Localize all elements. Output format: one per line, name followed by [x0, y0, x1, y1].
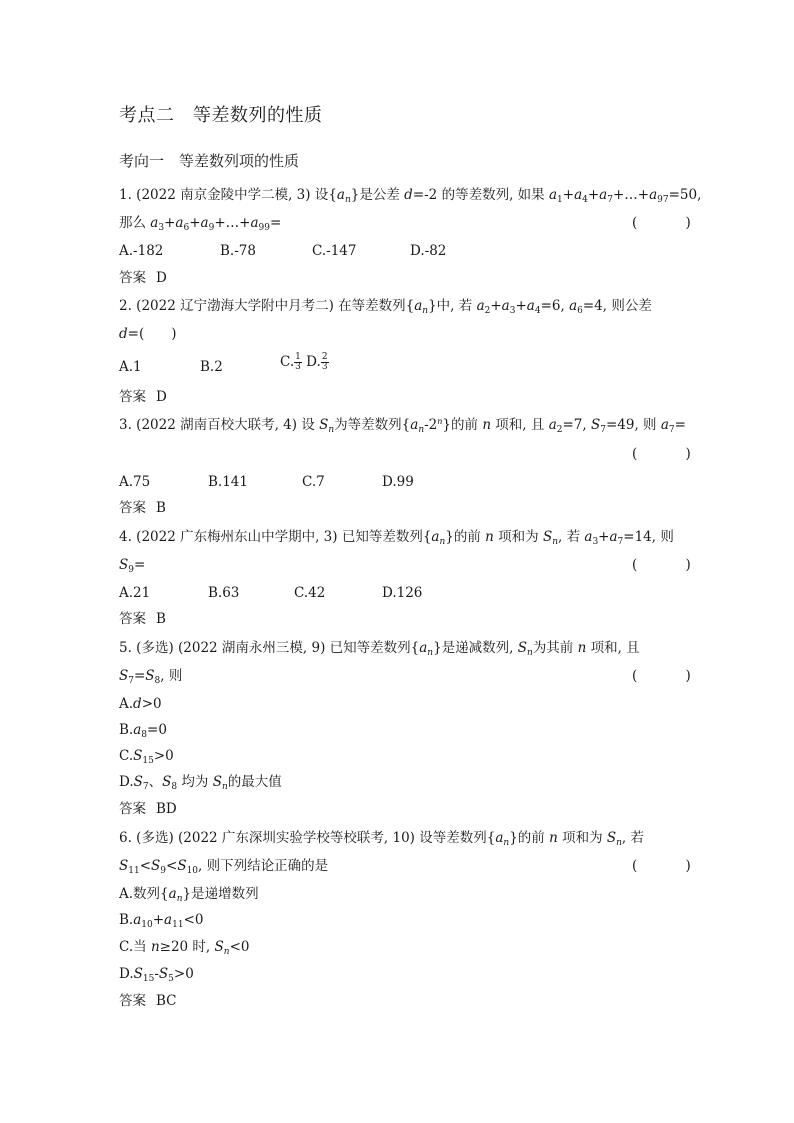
- q5-stem-line1: 5. (多选) (2022 湖南永州三模, 9) 已知等差数列$\{a_n\}$是递减数列, $S_n$为其前 n 项和, 且: [119, 640, 640, 658]
- q2-fraction-d: $\frac{2}{3}$: [321, 352, 328, 372]
- q1-option-d: D.-82: [410, 243, 447, 259]
- q1-option-a: A.-182: [119, 243, 164, 259]
- q3-stem-line1: 3. (2022 湖南百校大联考, 4) 设 $S_n$为等差数列$\{a_n-2^n\}$的前 n 项和, 且 $a_2=7$, $S_7=49$, 则 $a_7=$: [119, 417, 686, 435]
- q6-option-d: $D.S_{15}-S_5>0$: [119, 966, 194, 984]
- q1-answer: 答案 D: [119, 270, 167, 286]
- q6-answer-blank: ( ): [632, 858, 713, 874]
- q5-stem-line2: $S_7=S_8$, 则: [119, 668, 183, 686]
- q4-stem-line1: 4. (2022 广东梅州东山中学期中, 3) 已知等差数列$\{a_n\}$的前 n 项和为 $S_n$, 若 $a_3+a_7=14$, 则: [119, 529, 674, 547]
- q2-option-b: B.2: [200, 359, 223, 375]
- q2-stem-line1: 2. (2022 辽宁渤海大学附中月考二) 在等差数列$\{a_n\}$中, 若 $a_2+a_3+a_4=6$, $a_6=4$, 则公差: [119, 298, 652, 316]
- q4-answer-blank: ( ): [632, 557, 713, 573]
- q5-option-c: $C.S_{15}>0$: [119, 748, 174, 766]
- q1-option-c: C.-147: [312, 243, 357, 259]
- q6-stem-line2: $S_{11}<S_9<S_{10}$, 则下列结论正确的是: [119, 858, 329, 876]
- q2-option-c: C. $\frac{1}{3}$ D. $\frac{2}{3}$: [280, 352, 328, 372]
- q3-answer-blank: ( ): [632, 446, 713, 462]
- q1-stem-line2: 那么 $a_3+a_6+a_9+\dots+a_{99}=$: [119, 215, 282, 233]
- q5-option-a: A.d>0: [119, 696, 162, 712]
- q3-option-d: D.99: [382, 474, 414, 490]
- subsection-title: 考向一 等差数列项的性质: [119, 152, 300, 170]
- q1-answer-blank: ( ): [632, 215, 713, 231]
- q4-stem-line2: $S_9=$: [119, 557, 146, 575]
- q3-option-b: B.141: [208, 474, 248, 490]
- q5-option-d: $D.S_7$、$S_8$ 均为 $S_n$的最大值: [119, 774, 282, 792]
- q1-stem-line1: 1. (2022 南京金陵中学二模, 3) 设$\{a_n\}$是公差 d=-2 的等差数列, 如果 $a_1+a_4+a_7+\dots+a_{97}=50$,: [119, 187, 702, 205]
- q2-stem-line2: d=( ): [119, 326, 177, 342]
- q6-option-c: C.当 n≥20 时, $S_n<0$: [119, 939, 250, 957]
- q3-option-c: C.7: [302, 474, 325, 490]
- q6-answer: 答案 BC: [119, 993, 177, 1009]
- q4-option-d: D.126: [382, 585, 423, 601]
- q5-answer: 答案 BD: [119, 801, 177, 817]
- q2-option-a: A.1: [119, 359, 142, 375]
- q4-option-b: B.63: [208, 585, 240, 601]
- q1-option-b: B.-78: [220, 243, 256, 259]
- q4-option-a: A.21: [119, 585, 151, 601]
- q4-answer: 答案 B: [119, 611, 166, 627]
- q3-option-a: A.75: [119, 474, 151, 490]
- q2-fraction-c: $\frac{1}{3}$: [295, 352, 301, 372]
- q3-answer: 答案 B: [119, 500, 166, 516]
- q6-option-b: $B.a_{10}+a_{11}<0$: [119, 912, 204, 930]
- q2-answer: 答案 D: [119, 389, 167, 405]
- q5-answer-blank: ( ): [632, 668, 713, 684]
- section-title: 考点二 等差数列的性质: [119, 105, 323, 126]
- q4-option-c: C.42: [294, 585, 326, 601]
- q6-option-a: A.数列$\{a_n\}$是递增数列: [119, 886, 259, 904]
- q6-stem-line1: 6. (多选) (2022 广东深圳实验学校等校联考, 10) 设等差数列$\{a_n\}$的前 n 项和为 $S_n$, 若: [119, 830, 645, 848]
- q5-option-b: $B.a_8=0$: [119, 722, 167, 740]
